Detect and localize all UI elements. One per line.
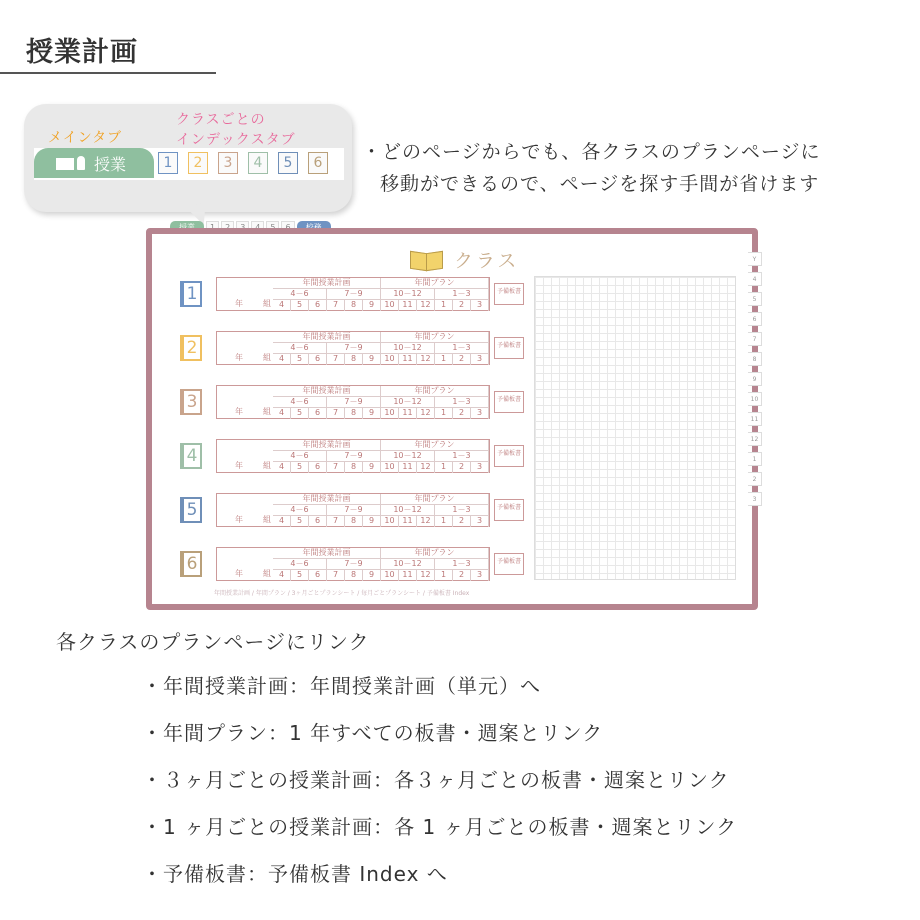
- grid-quarter-row: [273, 451, 489, 462]
- grid-cell[interactable]: 6: [309, 570, 327, 581]
- grid-cell[interactable]: 7－9: [327, 397, 381, 407]
- main-tab-lesson[interactable]: [34, 148, 154, 178]
- grid-cell[interactable]: 7: [327, 462, 345, 473]
- spare-board-button[interactable]: 予備板書: [494, 391, 524, 413]
- month-side-tab[interactable]: 6: [748, 312, 762, 326]
- grid-cell[interactable]: 5: [291, 300, 309, 311]
- spare-board-button[interactable]: 予備板書: [494, 445, 524, 467]
- grid-cell[interactable]: 9: [363, 462, 381, 473]
- index-tab-caption: [176, 110, 336, 150]
- grid-cell[interactable]: 7: [327, 408, 345, 419]
- grid-cell[interactable]: 年間授業計画: [273, 548, 381, 558]
- grid-cell[interactable]: 10: [381, 408, 399, 419]
- class-label: 組: [263, 407, 271, 416]
- memo-grid: [534, 276, 736, 580]
- class-number-badge[interactable]: 4: [180, 443, 202, 469]
- month-side-tab[interactable]: 4: [748, 272, 762, 286]
- main-tab-label: 授業: [94, 154, 127, 174]
- preview-heading: [410, 246, 519, 273]
- grid-cell[interactable]: 4－6: [273, 289, 327, 299]
- grade-label: 年: [235, 569, 243, 578]
- grid-cell[interactable]: 年間プラン: [381, 494, 489, 504]
- grid-cell[interactable]: 年間授業計画: [273, 386, 381, 396]
- grid-cell[interactable]: 10: [381, 300, 399, 311]
- grid-cell[interactable]: 9: [363, 300, 381, 311]
- grid-header-row: [273, 548, 489, 559]
- grid-cell[interactable]: 年間プラン: [381, 440, 489, 450]
- grid-cell[interactable]: 12: [417, 570, 435, 581]
- open-book-icon: [410, 250, 444, 270]
- month-side-tab[interactable]: 7: [748, 332, 762, 346]
- main-tab-caption: メインタブ: [48, 130, 123, 146]
- grid-cell[interactable]: 8: [345, 408, 363, 419]
- grid-cell[interactable]: 年間プラン: [381, 332, 489, 342]
- grid-cell[interactable]: 4－6: [273, 397, 327, 407]
- grade-label: 年: [235, 407, 243, 416]
- spare-board-button[interactable]: 予備板書: [494, 499, 524, 521]
- month-side-tab[interactable]: Y: [748, 252, 762, 266]
- grid-cell[interactable]: 3: [471, 354, 489, 365]
- index-tab-caption-line1: クラスごとの: [176, 112, 266, 128]
- grid-cell[interactable]: 7－9: [327, 559, 381, 569]
- grid-cell[interactable]: 12: [417, 300, 435, 311]
- grid-header-row: [273, 386, 489, 397]
- grid-cell[interactable]: 2: [453, 516, 471, 527]
- grid-cell[interactable]: 10: [381, 462, 399, 473]
- grade-label: 年: [235, 461, 243, 470]
- grid-cell[interactable]: 年間授業計画: [273, 278, 381, 288]
- class-number-badge[interactable]: 2: [180, 335, 202, 361]
- class-plan-grid: [216, 493, 490, 527]
- grid-cell[interactable]: 9: [363, 354, 381, 365]
- grid-cell[interactable]: 4: [273, 408, 291, 419]
- grid-cell[interactable]: 6: [309, 462, 327, 473]
- grid-cell[interactable]: 6: [309, 300, 327, 311]
- grade-label: 年: [235, 515, 243, 524]
- preview-heading-text: クラス: [454, 250, 520, 272]
- grid-cell[interactable]: 4－6: [273, 505, 327, 515]
- grid-cell[interactable]: 1: [435, 354, 453, 365]
- grid-cell[interactable]: 2: [453, 462, 471, 473]
- grid-cell[interactable]: 10－12: [381, 289, 435, 299]
- class-plan-grid: [216, 331, 490, 365]
- grid-cell[interactable]: 6: [309, 408, 327, 419]
- month-side-tab[interactable]: 3: [748, 492, 762, 506]
- class-row: [180, 277, 530, 317]
- class-plan-grid: [216, 439, 490, 473]
- month-side-tab[interactable]: 2: [748, 472, 762, 486]
- grid-quarter-row: [273, 505, 489, 516]
- grid-cell[interactable]: 5: [291, 462, 309, 473]
- grid-cell[interactable]: 1: [435, 462, 453, 473]
- link-list-item: ・年間授業計画：年間授業計画（単元）へ: [142, 674, 541, 698]
- spare-board-button[interactable]: 予備板書: [494, 553, 524, 575]
- grid-cell[interactable]: 10－12: [381, 397, 435, 407]
- link-list-item: ・予備板書：予備板書 Index へ: [142, 862, 448, 886]
- class-label: 組: [263, 299, 271, 308]
- grid-cell[interactable]: 1－3: [435, 451, 489, 461]
- link-list-item: ・1 ヶ月ごとの授業計画：各 1 ヶ月ごとの板書・週案とリンク: [142, 815, 738, 839]
- grid-cell[interactable]: 年間プラン: [381, 548, 489, 558]
- month-side-tab[interactable]: 8: [748, 352, 762, 366]
- grid-cell[interactable]: 8: [345, 354, 363, 365]
- grid-cell[interactable]: 3: [471, 408, 489, 419]
- grid-cell[interactable]: 2: [453, 408, 471, 419]
- index-tab-caption-line2: インデックスタブ: [176, 132, 296, 148]
- grid-cell[interactable]: 7－9: [327, 505, 381, 515]
- grid-cell[interactable]: 1－3: [435, 289, 489, 299]
- class-tab-5[interactable]: 5: [278, 152, 298, 174]
- month-side-tab[interactable]: 5: [748, 292, 762, 306]
- grid-cell[interactable]: 3: [471, 300, 489, 311]
- grid-cell[interactable]: 7－9: [327, 451, 381, 461]
- month-side-tabs: [748, 252, 762, 506]
- navigation-note-line2: 移動ができるので、ページを探す手間が省けます: [380, 173, 820, 195]
- class-row: [180, 385, 530, 425]
- class-row: [180, 493, 530, 533]
- grid-cell[interactable]: 11: [399, 300, 417, 311]
- preview-footer-links: 年間授業計画 / 年間プラン / 3ヶ月ごとプランシート / 毎月ごとプランシート / 予備板書 Index: [214, 590, 470, 597]
- grid-cell[interactable]: 4: [273, 300, 291, 311]
- grid-quarter-row: [273, 343, 489, 354]
- grid-cell[interactable]: 1: [435, 300, 453, 311]
- grid-cell[interactable]: 10－12: [381, 559, 435, 569]
- grid-cell[interactable]: 3: [471, 570, 489, 581]
- class-tab-1[interactable]: 1: [158, 152, 178, 174]
- class-number-badge[interactable]: 3: [180, 389, 202, 415]
- grid-cell[interactable]: 6: [309, 516, 327, 527]
- month-side-tab[interactable]: 1: [748, 452, 762, 466]
- grid-cell[interactable]: 年間プラン: [381, 278, 489, 288]
- grid-cell[interactable]: 9: [363, 570, 381, 581]
- class-label: 組: [263, 515, 271, 524]
- grid-month-row: [273, 408, 489, 419]
- callout-tabstrip: [34, 148, 344, 180]
- grid-cell[interactable]: 10－12: [381, 343, 435, 353]
- class-tab-4[interactable]: 4: [248, 152, 268, 174]
- grid-cell[interactable]: 年間授業計画: [273, 440, 381, 450]
- class-number-badge[interactable]: 6: [180, 551, 202, 577]
- grid-month-row: [273, 300, 489, 311]
- class-tab-3[interactable]: 3: [218, 152, 238, 174]
- grid-month-row: [273, 354, 489, 365]
- grid-cell[interactable]: 12: [417, 354, 435, 365]
- page-title: 授業計画: [26, 37, 138, 68]
- class-label: 組: [263, 569, 271, 578]
- grid-month-row: [273, 570, 489, 581]
- grid-cell[interactable]: 10－12: [381, 451, 435, 461]
- class-row: [180, 331, 530, 371]
- navigation-note-line1: ・どのページからでも、各クラスのプランページに: [362, 141, 821, 163]
- link-list-item: ・年間プラン：1 年すべての板書・週案とリンク: [142, 721, 604, 745]
- grid-cell[interactable]: 6: [309, 354, 327, 365]
- grid-cell[interactable]: 9: [363, 516, 381, 527]
- grid-cell[interactable]: 7－9: [327, 343, 381, 353]
- grid-cell[interactable]: 5: [291, 570, 309, 581]
- grid-cell[interactable]: 1: [435, 516, 453, 527]
- grid-cell[interactable]: 4－6: [273, 559, 327, 569]
- class-plan-grid: [216, 547, 490, 581]
- grid-cell[interactable]: 1: [435, 570, 453, 581]
- spare-board-button[interactable]: 予備板書: [494, 283, 524, 305]
- grid-header-row: [273, 494, 489, 505]
- link-list-item: ・３ヶ月ごとの授業計画：各３ヶ月ごとの板書・週案とリンク: [142, 768, 730, 792]
- grid-cell[interactable]: 10: [381, 354, 399, 365]
- grid-cell[interactable]: 1－3: [435, 343, 489, 353]
- grid-cell[interactable]: 8: [345, 516, 363, 527]
- grid-cell[interactable]: 11: [399, 570, 417, 581]
- grid-header-row: [273, 332, 489, 343]
- grid-month-row: [273, 462, 489, 473]
- grid-cell[interactable]: 11: [399, 408, 417, 419]
- navigation-note: [362, 136, 820, 200]
- grid-cell[interactable]: 5: [291, 408, 309, 419]
- month-side-tab[interactable]: 9: [748, 372, 762, 386]
- month-side-tab[interactable]: 11: [748, 412, 762, 426]
- title-underline: [0, 72, 216, 74]
- grid-cell[interactable]: 4－6: [273, 343, 327, 353]
- class-tab-2[interactable]: 2: [188, 152, 208, 174]
- grid-cell[interactable]: 11: [399, 462, 417, 473]
- grid-cell[interactable]: 7: [327, 570, 345, 581]
- grid-cell[interactable]: 1－3: [435, 397, 489, 407]
- class-row: [180, 547, 530, 587]
- month-side-tab[interactable]: 12: [748, 432, 762, 446]
- grid-cell[interactable]: 2: [453, 300, 471, 311]
- grade-label: 年: [235, 353, 243, 362]
- grid-header-row: [273, 440, 489, 451]
- grid-cell[interactable]: 年間授業計画: [273, 494, 381, 504]
- class-plan-grid: [216, 277, 490, 311]
- grid-cell[interactable]: 2: [453, 570, 471, 581]
- grid-cell[interactable]: 8: [345, 300, 363, 311]
- teacher-icon: [56, 154, 86, 172]
- grid-cell[interactable]: 2: [453, 354, 471, 365]
- grid-cell[interactable]: 9: [363, 408, 381, 419]
- grid-cell[interactable]: 8: [345, 462, 363, 473]
- grid-quarter-row: [273, 559, 489, 570]
- grid-cell[interactable]: 3: [471, 462, 489, 473]
- grid-cell[interactable]: 11: [399, 516, 417, 527]
- grid-cell[interactable]: 12: [417, 462, 435, 473]
- grid-cell[interactable]: 3: [471, 516, 489, 527]
- grid-cell[interactable]: 1: [435, 408, 453, 419]
- grid-header-row: [273, 278, 489, 289]
- grid-cell[interactable]: 5: [291, 516, 309, 527]
- class-row: [180, 439, 530, 479]
- grid-cell[interactable]: 5: [291, 354, 309, 365]
- grid-cell[interactable]: 11: [399, 354, 417, 365]
- spare-board-button[interactable]: 予備板書: [494, 337, 524, 359]
- class-number-badge[interactable]: 1: [180, 281, 202, 307]
- grid-cell[interactable]: 7: [327, 516, 345, 527]
- grid-cell[interactable]: 8: [345, 570, 363, 581]
- class-label: 組: [263, 353, 271, 362]
- grid-cell[interactable]: 4－6: [273, 451, 327, 461]
- grid-cell[interactable]: 12: [417, 408, 435, 419]
- grid-cell[interactable]: 4: [273, 462, 291, 473]
- class-number-badge[interactable]: 5: [180, 497, 202, 523]
- grid-cell[interactable]: 7: [327, 300, 345, 311]
- grade-label: 年: [235, 299, 243, 308]
- grid-cell[interactable]: 12: [417, 516, 435, 527]
- grid-quarter-row: [273, 397, 489, 408]
- grid-quarter-row: [273, 289, 489, 300]
- grid-cell[interactable]: 7: [327, 354, 345, 365]
- grid-cell[interactable]: 年間授業計画: [273, 332, 381, 342]
- link-list: [142, 666, 737, 901]
- month-side-tab[interactable]: 10: [748, 392, 762, 406]
- grid-cell[interactable]: 10: [381, 516, 399, 527]
- grid-cell[interactable]: 7－9: [327, 289, 381, 299]
- grid-cell[interactable]: 4: [273, 354, 291, 365]
- grid-cell[interactable]: 年間プラン: [381, 386, 489, 396]
- section-heading: 各クラスのプランページにリンク: [56, 630, 370, 654]
- class-label: 組: [263, 461, 271, 470]
- grid-cell[interactable]: 4: [273, 570, 291, 581]
- class-tab-6[interactable]: 6: [308, 152, 328, 174]
- class-index-tabs: [158, 152, 328, 174]
- grid-cell[interactable]: 10－12: [381, 505, 435, 515]
- grid-month-row: [273, 516, 489, 527]
- grid-cell[interactable]: 1－3: [435, 559, 489, 569]
- grid-cell[interactable]: 4: [273, 516, 291, 527]
- class-plan-grid: [216, 385, 490, 419]
- grid-cell[interactable]: 1－3: [435, 505, 489, 515]
- grid-cell[interactable]: 10: [381, 570, 399, 581]
